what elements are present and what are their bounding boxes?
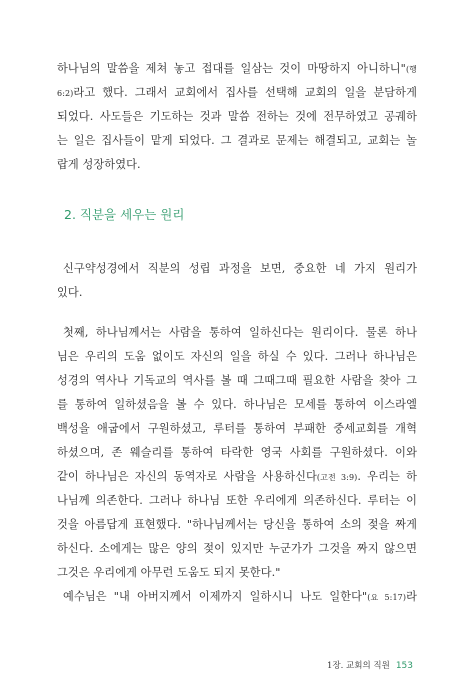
- text-line: 신구약성경에서 직분의 성립 과정을 보면, 중요한 네 가지 원리가: [63, 262, 417, 275]
- text-line: 같이 하나님은 자신의 동역자로 사람을 사용하신다(고전 3:9). 우리는 하: [57, 470, 417, 483]
- paragraph-intro: [57, 257, 417, 305]
- citation: 6:2): [57, 89, 74, 98]
- citation: (요 5:17): [367, 593, 407, 602]
- text-line: 예수님은 "내 아버지께서 이제까지 일하시니 나도 일한다"(요 5:17)라: [63, 590, 417, 603]
- section-heading: 2. 직분을 세우는 원리: [64, 207, 185, 222]
- text-line: 는 일은 집사들이 맡게 되었다. 그 결과로 문제는 해결되고, 교회는 놀: [57, 134, 417, 147]
- text-line: 성경의 역사나 기독교의 역사를 볼 때 그때그때 필요한 사람을 찾아 그: [57, 374, 417, 387]
- text-line: 그것은 우리에게 아무런 도움도 되지 못한다.": [57, 566, 281, 579]
- citation: (고전 3:9): [316, 473, 358, 482]
- text-line: 하나님의 말씀을 제쳐 놓고 접대를 일삼는 것이 마땅하지 아니하니"(행: [57, 62, 417, 75]
- text-line: 를 통하여 일하셨음을 볼 수 있다. 하나님은 모세를 통하여 이스라엘: [57, 398, 417, 411]
- chapter-title: 1장. 교회의 직원: [327, 661, 390, 671]
- text-line: 백성을 애굽에서 구원하셨고, 루터를 통하여 부패한 중세교회를 개혁: [57, 422, 417, 435]
- text-line: 되었다. 사도들은 기도하는 것과 말씀 전하는 것에 전무하였고 공궤하: [57, 110, 417, 123]
- text-line: 것을 아름답게 표현했다. "하나님께서는 당신을 통하여 소의 젖을 짜게: [57, 518, 417, 531]
- text-line: 하신다. 소에게는 많은 양의 젖이 있지만 누군가가 그것을 짜지 않으면: [57, 542, 417, 555]
- text-line: 하셨으며, 존 웨슬리를 통하여 타락한 영국 사회를 구원하셨다. 이와: [57, 446, 417, 459]
- page-number: 153: [395, 661, 413, 671]
- text-line: 6:2)라고 했다. 그래서 교회에서 집사를 선택해 교회의 일을 분담하게: [57, 86, 417, 99]
- text-line: 님은 우리의 도움 없이도 자신의 일을 하실 수 있다. 그러나 하나님은: [57, 350, 417, 363]
- paragraph-jesus-works: [57, 585, 417, 609]
- paragraph-deacons-origin: [57, 57, 417, 177]
- text-line: 나님께 의존한다. 그러나 하나님 또한 우리에게 의존하신다. 루터는 이: [57, 494, 417, 507]
- text-line: 랍게 성장하였다.: [57, 158, 141, 171]
- page-footer: [327, 659, 413, 673]
- paragraph-first-principle: [57, 321, 417, 585]
- citation: (행: [405, 65, 417, 74]
- text-line: 첫째, 하나님께서는 사람을 통하여 일하신다는 원리이다. 물론 하나: [63, 326, 417, 339]
- text-line: 있다.: [57, 286, 83, 299]
